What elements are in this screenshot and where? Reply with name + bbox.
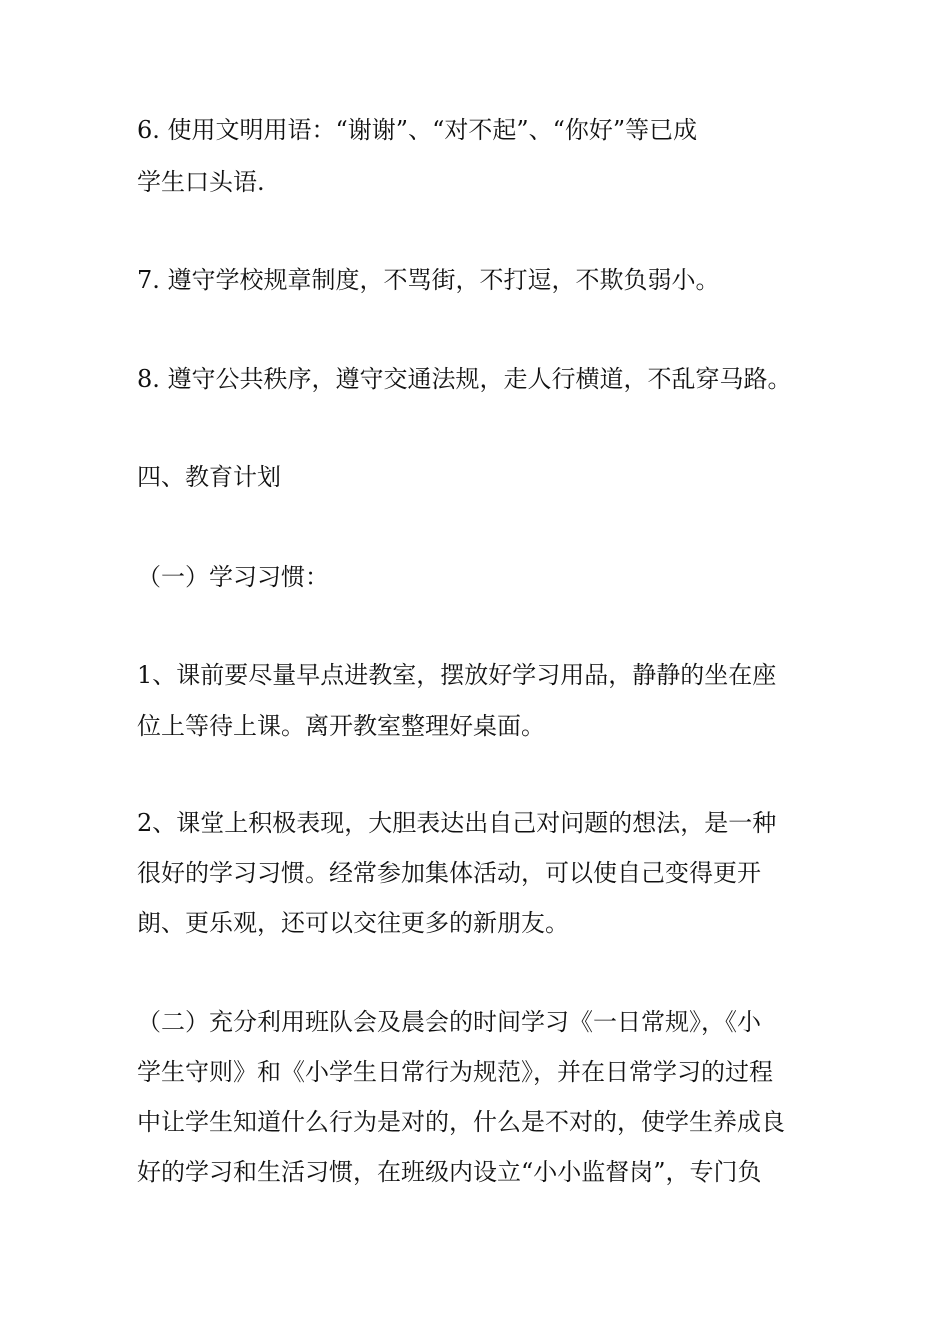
subheading-2-line-1: （二）充分利用班队会及晨会的时间学习《一日常规》，《小	[137, 1008, 761, 1036]
item-2-line-3: 朗、更乐观，还可以交往更多的新朋友。	[137, 909, 569, 937]
subheading-2-line-2: 学生守则》和《小学生日常行为规范》，并在日常学习的过程	[137, 1058, 773, 1086]
rule-6-line-1: 6. 使用文明用语：“谢谢”、“对不起”、“你好”等已成	[137, 116, 698, 144]
rule-8-line: 8. 遵守公共秩序，遵守交通法规，走人行横道，不乱穿马路。	[137, 365, 792, 393]
item-1-line-1: 1、课前要尽量早点进教室，摆放好学习用品，静静的坐在座	[137, 661, 777, 689]
rule-7-line: 7. 遵守学校规章制度，不骂街，不打逗，不欺负弱小。	[137, 266, 720, 294]
rule-6-line-2: 学生口头语.	[137, 168, 265, 196]
subheading-2-line-3: 中让学生知道什么行为是对的，什么是不对的，使学生养成良	[137, 1108, 785, 1136]
section-heading-education-plan: 四、教育计划	[137, 463, 281, 491]
subheading-study-habits: （一）学习习惯：	[137, 563, 329, 591]
subheading-2-line-4: 好的学习和生活习惯，在班级内设立“小小监督岗”，专门负	[137, 1158, 762, 1186]
item-2-line-2: 很好的学习习惯。经常参加集体活动，可以使自己变得更开	[137, 859, 761, 887]
item-1-line-2: 位上等待上课。离开教室整理好桌面。	[137, 712, 545, 740]
item-2-line-1: 2、课堂上积极表现，大胆表达出自己对问题的想法，是一种	[137, 809, 777, 837]
